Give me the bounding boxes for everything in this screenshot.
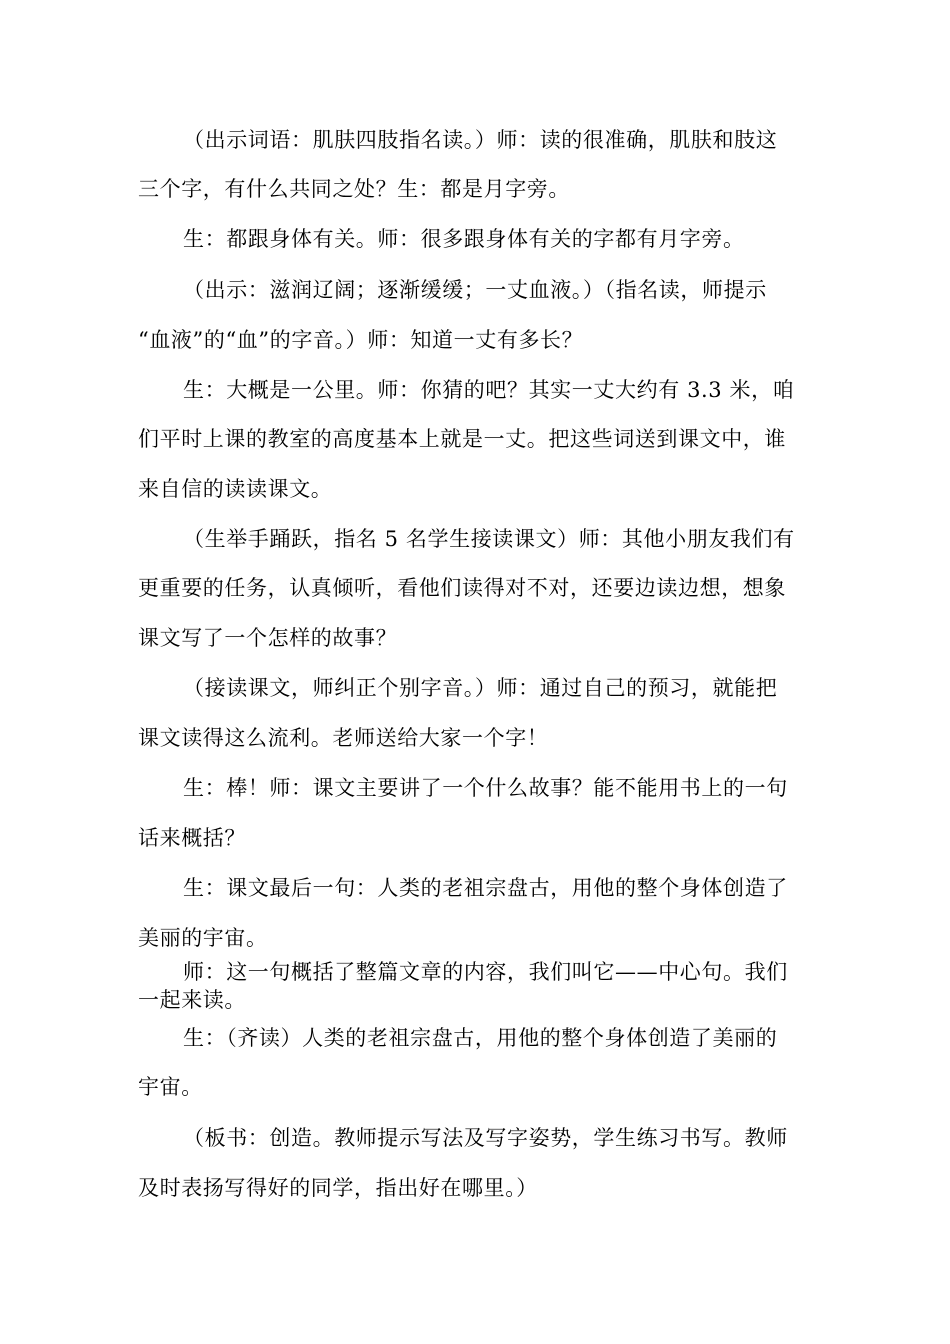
text-line: 生：课文最后一句：人类的老祖宗盘古，用他的整个身体创造了: [183, 876, 788, 900]
text-line: 课文读得这么流利。老师送给大家一个字！: [138, 726, 549, 750]
text-line: 生：棒！师：课文主要讲了一个什么故事？能不能用书上的一句: [183, 776, 788, 800]
text-line: （生举手踊跃，指名 5 名学生接读课文）师：其他小朋友我们有: [183, 527, 795, 551]
text-line: （接读课文，师纠正个别字音。）师：通过自己的预习，就能把: [183, 676, 778, 700]
text-line: （板书：创造。教师提示写法及写字姿势，学生练习书写。教师: [183, 1126, 788, 1150]
text-line: 一起来读。: [138, 988, 246, 1012]
text-line: 课文写了一个怎样的故事？: [138, 626, 398, 650]
text-line: 来自信的读读课文。: [138, 477, 333, 501]
text-line: 及时表扬写得好的同学，指出好在哪里。）: [138, 1176, 538, 1200]
text-line: （出示词语：肌肤四肢指名读。）师：读的很准确，肌肤和肢这: [183, 128, 778, 152]
text-line: 师：这一句概括了整篇文章的内容，我们叫它——中心句。我们: [183, 960, 788, 984]
text-line: 们平时上课的教室的高度基本上就是一丈。把这些词送到课文中，谁: [138, 427, 786, 451]
text-line: 生：（齐读）人类的老祖宗盘古，用他的整个身体创造了美丽的: [183, 1026, 778, 1050]
text-line: 更重要的任务，认真倾听，看他们读得对不对，还要边读边想，想象: [138, 576, 786, 600]
text-line: 生：都跟身体有关。师：很多跟身体有关的字都有月字旁。: [183, 227, 745, 251]
text-line: 三个字，有什么共同之处？生：都是月字旁。: [138, 177, 570, 201]
text-line: “血液”的“血”的字音。）师：知道一丈有多长？: [138, 328, 584, 352]
text-line: （出示：滋润辽阔；逐渐缓缓；一丈血液。）（指名读，师提示: [183, 278, 767, 302]
text-line: 生：大概是一公里。师：你猜的吧？其实一丈大约有 3.3 米，咱: [183, 378, 795, 402]
text-line: 话来概括？: [138, 826, 246, 850]
text-line: 宇宙。: [138, 1075, 203, 1099]
text-line: 美丽的宇宙。: [138, 926, 268, 950]
